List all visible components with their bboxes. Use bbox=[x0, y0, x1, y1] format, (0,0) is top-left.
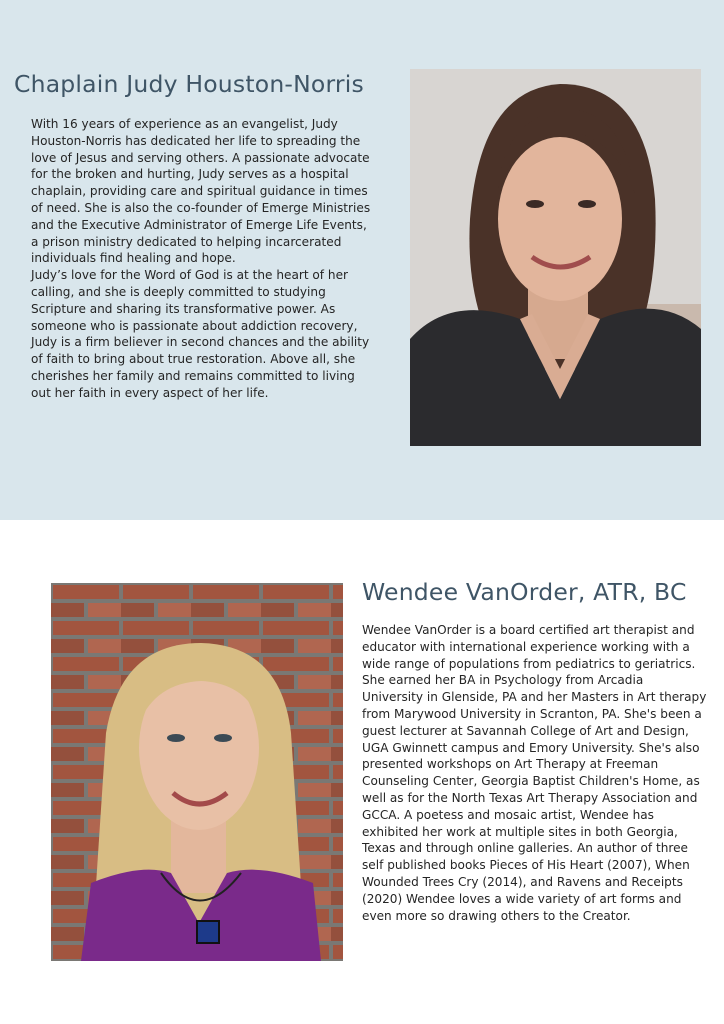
portrait-photo-wendee bbox=[51, 583, 343, 961]
profile-bio-judy bbox=[31, 116, 371, 402]
portrait-photo-judy bbox=[410, 69, 701, 446]
portrait-photo-icon bbox=[51, 583, 343, 961]
portrait-photo-icon bbox=[410, 69, 701, 446]
bio-paragraph: Judy’s love for the Word of God is at the heart of her calling, and she is deeply committed to studying Scripture and sharing its transformative power. As someone who is passionate about addiction recovery, Judy is a firm believer in second chances and the ability of faith to bring about true restoration. Above all, she cherishes her family and remains committed to living out her faith in every aspect of her life. bbox=[31, 268, 370, 400]
profile-bio-wendee bbox=[362, 622, 707, 924]
bio-paragraph: With 16 years of experience as an evangelist, Judy Houston-Norris has dedicated her life to spreading the love of Jesus and serving others. A passionate advocate for the broken and hurting, Judy serves as a hospital chaplain, providing care and spiritual guidance in times of need. She is also the co-founder of Emerge Ministries and the Executive Administrator of Emerge Life Events, a prison ministry dedicated to helping incarcerated individuals find healing and hope. bbox=[31, 117, 371, 266]
profile-name-judy: Chaplain Judy Houston-Norris bbox=[14, 70, 364, 98]
bio-paragraph: Wendee VanOrder is a board certified art therapist and educator with international experience working with a wide range of populations from pediatrics to geriatrics. She earned her BA in Psychology from Arcadia University in Glenside, PA and her Masters in Art therapy from Marywood University in Scranton, PA. She's been a guest lecturer at Savannah College of Art and Design, UGA Gwinnett campus and Emory University. She's also presented workshops on Art Therapy at Freeman Counseling Center, Georgia Baptist Children's Home, as well as for the North Texas Art Therapy Association and GCCA. A poetess and mosaic artist, Wendee has exhibited her work at multiple sites in both Georgia, Texas and through online galleries. An author of three self published books Pieces of His Heart (2007), When Wounded Trees Cry (2014), and Ravens and Receipts (2020) Wendee loves a wide variety of art forms and even more so drawing others to the Creator. bbox=[362, 623, 707, 923]
profile-name-wendee: Wendee VanOrder, ATR, BC bbox=[362, 578, 687, 606]
